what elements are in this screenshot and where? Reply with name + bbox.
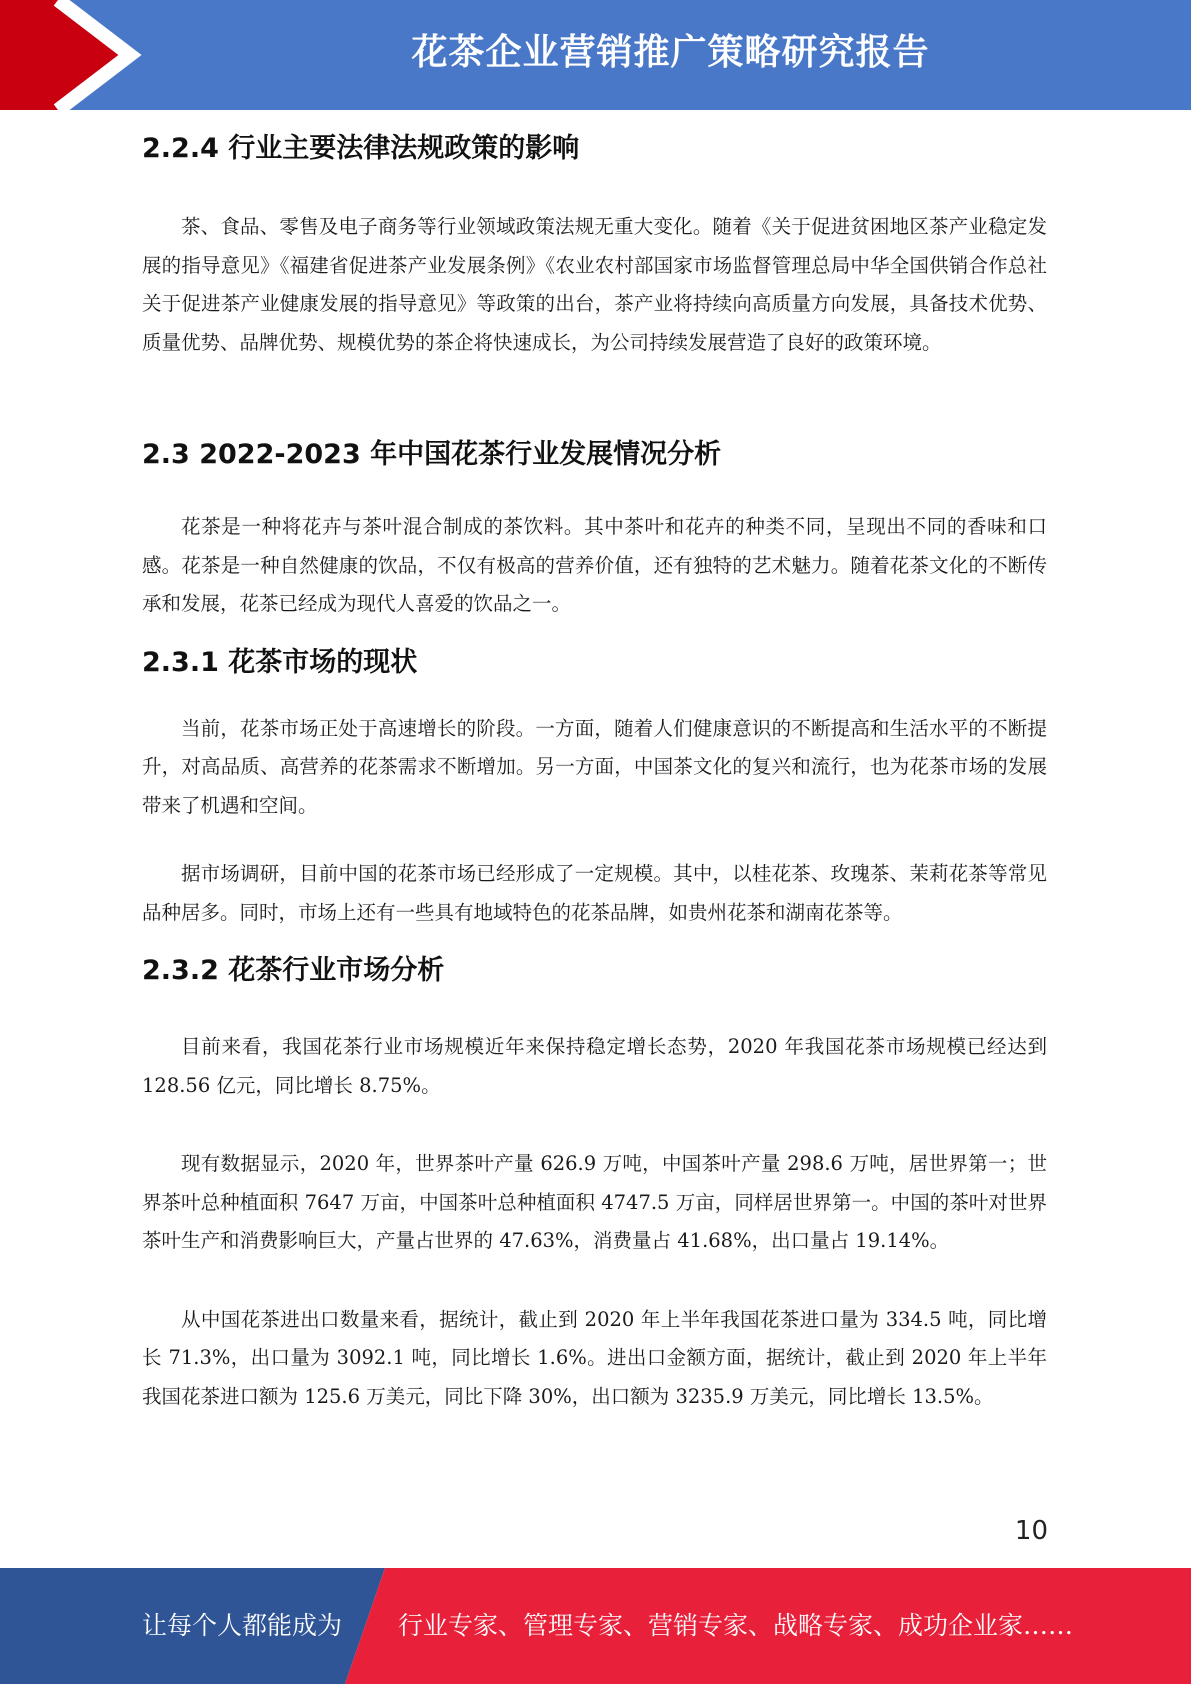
paragraph: 花茶是一种将花卉与茶叶混合制成的茶饮料。其中茶叶和花卉的种类不同，呈现出不同的香味和口感。花茶是一种自然健康的饮品，不仅有极高的营养价值，还有独特的艺术魅力。随着花茶文化的不断传承和发展，花茶已经成为现代人喜爱的饮品之一。 bbox=[142, 515, 1047, 615]
paragraph: 从中国花茶进出口数量来看，据统计，截止到 2020 年上半年我国花茶进口量为 334.5 吨，同比增长 71.3%，出口量为 3092.1 吨，同比增长 1.6%。进出口金额方面，据统计，截止到 2020 年上半年我国花茶进口额为 125.6 万美元，同比下降 30%，出口额为 3235.9 万美元，同比增长 13.5%。 bbox=[142, 1307, 1047, 1408]
page-content bbox=[142, 126, 1047, 1416]
footer-slogan-left: 让每个人都能成为 bbox=[142, 1611, 343, 1640]
page-number: 10 bbox=[1014, 1516, 1048, 1546]
paragraph: 现有数据显示，2020 年，世界茶叶产量 626.9 万吨，中国茶叶产量 298.6 万吨，居世界第一；世界茶叶总种植面积 7647 万亩，中国茶叶总种植面积 4747.5 万亩，同样居世界第一。中国的茶叶对世界茶叶生产和消费影响巨大，产量占世界的 47.63%，消费量占 41.68%，出口量占 19.14%。 bbox=[142, 1152, 1047, 1252]
paragraph: 当前，花茶市场正处于高速增长的阶段。一方面，随着人们健康意识的不断提高和生活水平的不断提升，对高品质、高营养的花茶需求不断增加。另一方面，中国茶文化的复兴和流行，也为花茶市场的发展带来了机遇和空间。 bbox=[142, 716, 1047, 817]
page-header bbox=[0, 0, 1191, 110]
header-chevron-decoration bbox=[0, 0, 160, 110]
section-heading-2-3-2: 2.3.2 花茶行业市场分析 bbox=[142, 955, 445, 986]
paragraph: 茶、食品、零售及电子商务等行业领域政策法规无重大变化。随着《关于促进贫困地区茶产业稳定发展的指导意见》《福建省促进茶产业发展条例》《农业农村部国家市场监督管理总局中华全国供销合作总社关于促进茶产业健康发展的指导意见》等政策的出台，茶产业将持续向高质量方向发展，具备技术优势、质量优势、品牌优势、规模优势的茶企将快速成长，为公司持续发展营造了良好的政策环境。 bbox=[142, 215, 1047, 354]
header-red-chevron bbox=[0, 0, 130, 110]
paragraph: 据市场调研，目前中国的花茶市场已经形成了一定规模。其中，以桂花茶、玫瑰茶、茉莉花茶等常见品种居多。同时，市场上还有一些具有地域特色的花茶品牌，如贵州花茶和湖南花茶等。 bbox=[142, 862, 1047, 924]
footer-slogan-right: 行业专家、管理专家、营销专家、战略专家、成功企业家…… bbox=[398, 1611, 1074, 1640]
paragraph: 目前来看，我国花茶行业市场规模近年来保持稳定增长态势，2020 年我国花茶市场规模已经达到 128.56 亿元，同比增长 8.75%。 bbox=[142, 1035, 1047, 1097]
report-title: 花茶企业营销推广策略研究报告 bbox=[411, 32, 930, 73]
section-heading-2-3-1: 2.3.1 花茶市场的现状 bbox=[142, 646, 418, 678]
page-footer bbox=[0, 1568, 1191, 1684]
section-heading-2-3: 2.3 2022-2023 年中国花茶行业发展情况分析 bbox=[142, 439, 722, 470]
section-heading-2-2-4: 2.2.4 行业主要法律法规政策的影响 bbox=[142, 133, 580, 164]
